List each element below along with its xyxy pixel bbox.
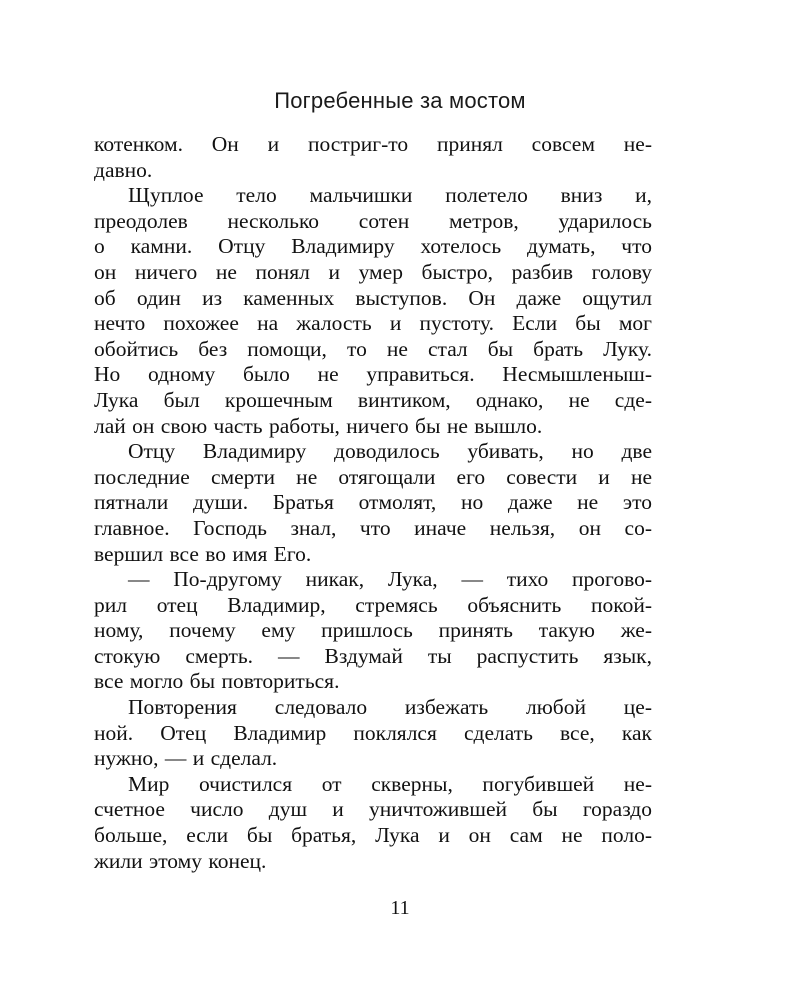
- text-line: об один из каменных выступов. Он даже ощутил: [94, 285, 652, 310]
- body-text: [94, 132, 652, 874]
- text-line: давно.: [94, 157, 153, 182]
- text-line: обойтись без помощи, то не стал бы брать Луку.: [94, 336, 652, 361]
- text-line: больше, если бы братья, Лука и он сам не поло-: [94, 823, 652, 848]
- text-line: Повторения следовало избежать любой це-: [128, 695, 652, 720]
- text-line: главное. Господь знал, что иначе нельзя, он со-: [94, 515, 652, 540]
- text-line: счетное число душ и уничтожившей бы гораздо: [94, 797, 652, 822]
- text-line: нечто похожее на жалость и пустоту. Если бы мог: [94, 311, 652, 336]
- text-line: котенком. Он и постриг-то принял совсем не-: [94, 132, 652, 156]
- running-title: Погребенные за мостом: [274, 88, 526, 113]
- text-line: о камни. Отцу Владимиру хотелось думать, что: [94, 234, 652, 259]
- text-line: нужно, — и сделал.: [94, 746, 278, 771]
- text-line: лай он свою часть работы, ничего бы не вышло.: [94, 413, 543, 438]
- text-line: ной. Отец Владимир поклялся сделать все, как: [94, 720, 652, 745]
- text-line: он ничего не понял и умер быстро, разбив голову: [94, 259, 652, 284]
- text-line: — По-другому никак, Лука, — тихо прогово-: [128, 567, 652, 592]
- text-line: преодолев несколько сотен метров, ударилось: [94, 208, 652, 233]
- text-line: Лука был крошечным винтиком, однако, не сде-: [94, 387, 652, 412]
- text-line: Отцу Владимиру доводилось убивать, но две: [128, 439, 652, 464]
- text-line: Щуплое тело мальчишки полетело вниз и,: [128, 183, 652, 208]
- text-line: Но одному было не управиться. Несмышленыш-: [94, 362, 652, 387]
- text-line: последние смерти не отягощали его совести и не: [94, 464, 652, 489]
- text-line: стокую смерть. — Вздумай ты распустить язык,: [94, 643, 652, 668]
- text-line: все могло бы повториться.: [94, 669, 340, 694]
- text-line: жили этому конец.: [94, 848, 267, 873]
- text-line: ному, почему ему пришлось принять такую же-: [94, 618, 652, 643]
- page-number: 11: [390, 897, 410, 919]
- text-line: Мир очистился от скверны, погубившей не-: [128, 771, 652, 796]
- text-line: пятнали души. Братья отмолят, но даже не это: [94, 490, 652, 515]
- text-line: рил отец Владимир, стремясь объяснить покой-: [94, 592, 652, 617]
- text-line: вершил все во имя Его.: [94, 541, 312, 566]
